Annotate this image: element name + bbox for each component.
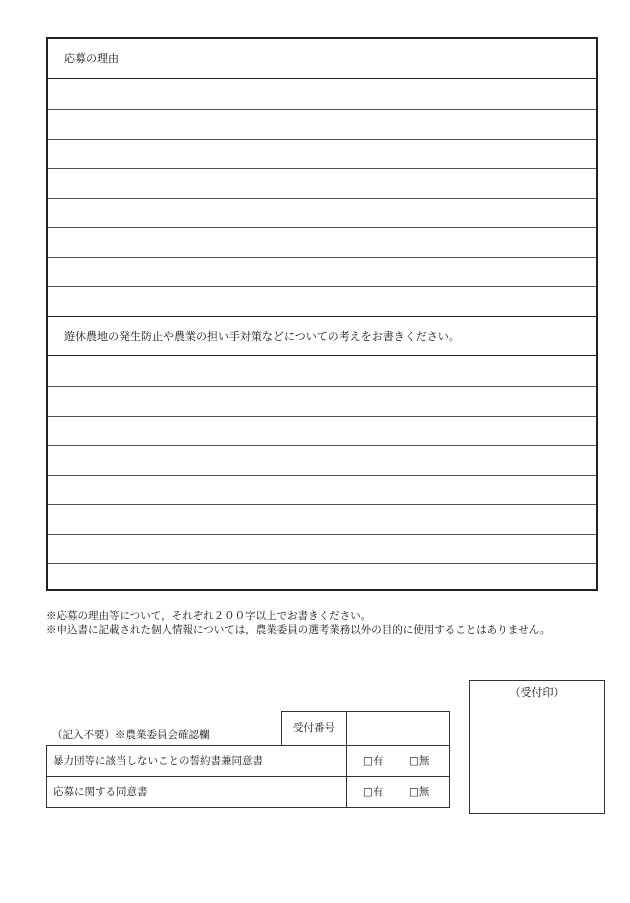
note-minimum-length: ※応募の理由等について，それぞれ２００字以上でお書きください。 xyxy=(46,610,372,622)
application-reason-form xyxy=(46,37,598,591)
application-consent-label: 応募に関する同意書 xyxy=(46,776,347,808)
note-privacy: ※申込書に記載された個人情報については，農業委員の選考業務以外の目的に使用することはありません。 xyxy=(46,624,551,636)
writing-line[interactable] xyxy=(48,227,596,228)
pledge-no-checkbox[interactable]: □無 xyxy=(409,755,430,767)
reception-stamp-label: （受付印） xyxy=(509,686,565,699)
reception-number-label: 受付番号 xyxy=(281,711,347,746)
writing-line[interactable] xyxy=(48,416,596,417)
section-reason-heading: 応募の理由 xyxy=(48,39,596,79)
pledge-consent-options xyxy=(346,745,450,777)
writing-line[interactable] xyxy=(48,139,596,140)
reception-number-field[interactable] xyxy=(346,711,450,746)
confirmation-table xyxy=(46,711,450,808)
reception-stamp-box xyxy=(469,680,605,814)
confirmation-label: （記入不要）※農業委員会確認欄 xyxy=(52,729,210,741)
writing-line[interactable] xyxy=(48,563,596,564)
writing-line[interactable] xyxy=(48,386,596,387)
writing-line[interactable] xyxy=(48,198,596,199)
section-views-heading: 遊休農地の発生防止や農業の担い手対策などについての考えをお書きください。 xyxy=(48,316,596,356)
writing-line[interactable] xyxy=(48,286,596,287)
writing-line[interactable] xyxy=(48,168,596,169)
application-consent-options xyxy=(346,776,450,808)
writing-line[interactable] xyxy=(48,109,596,110)
pledge-yes-checkbox[interactable]: □有 xyxy=(363,755,384,767)
notes xyxy=(46,609,550,637)
writing-line[interactable] xyxy=(48,257,596,258)
writing-line[interactable] xyxy=(48,534,596,535)
pledge-consent-label: 暴力団等に該当しないことの誓約書兼同意書 xyxy=(46,745,347,777)
writing-line[interactable] xyxy=(48,445,596,446)
consent-no-checkbox[interactable]: □無 xyxy=(409,786,430,798)
consent-yes-checkbox[interactable]: □有 xyxy=(363,786,384,798)
writing-line[interactable] xyxy=(48,504,596,505)
writing-line[interactable] xyxy=(48,475,596,476)
